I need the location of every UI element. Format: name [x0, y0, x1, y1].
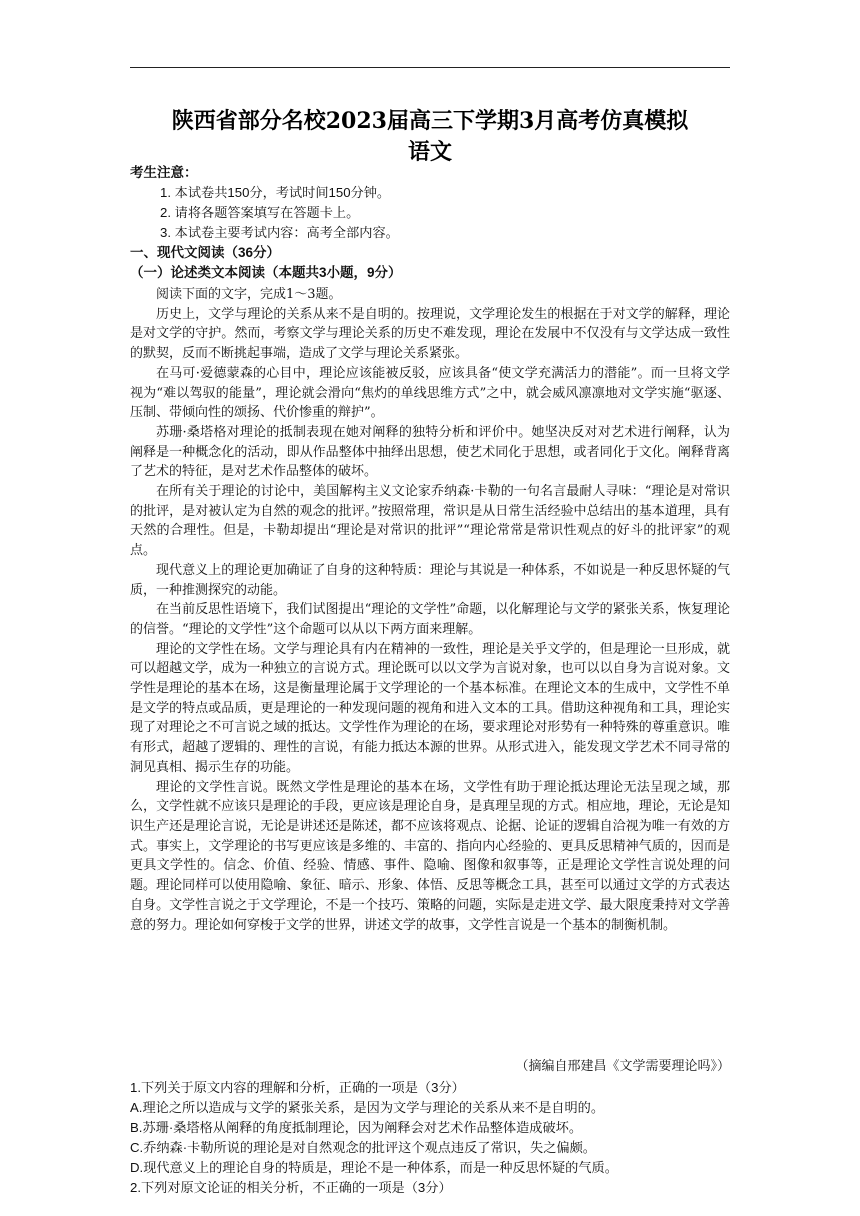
question-1-stem: 1.下列关于原文内容的理解和分析，正确的一项是（3分） — [130, 1080, 465, 1095]
notice-item-3: 3. 本试卷主要考试内容：高考全部内容。 — [160, 225, 399, 240]
question-1-option-a: A.理论之所以造成与文学的紧张关系，是因为文学与理论的关系从来不是自明的。 — [130, 1100, 605, 1115]
notice-item-1: 1. 本试卷共150分，考试时间150分钟。 — [160, 185, 391, 200]
notice-item-2: 2. 请将各题答案填写在答题卡上。 — [160, 205, 360, 220]
paragraph: 理论的文学性言说。既然文学性是理论的基本在场，文学性有助于理论抵达理论无法呈现之域，那么，文学性就不应该只是理论的手段，更应该是理论自身，是真理呈现的方式。相应地，理论，无论是知识生产还是理论言说，无论是讲述还是陈述，都不应该将观点、论据、论证的逻辑自洽视为唯一有效的方式。事实上，文学理论的书写更应该是多维的、丰富的、指向内心经验的、更具反思精神气质的，因而是更具文学性的。信念、价值、经验、情感、事件、隐喻、图像和叙事等，正是理论文学性言说处理的问题。理论同样可以使用隐喻、象征、暗示、形象、体悟、反思等概念工具，甚至可以通过文学的方式表达自身。文学性言说之于文学理论，不是一个技巧、策略的问题，实际是走进文学、最大限度秉持对文学善意的努力。理论如何穿梭于文学的世界，讲述文学的故事，文学性言说是一个基本的制衡机制。 — [130, 779, 730, 933]
top-rule — [130, 67, 730, 68]
paragraph: 在马可·爱德蒙森的心目中，理论应该能被反驳，应该具备“使文学充满活力的潜能”。而一旦将文学视为“难以驾驭的能量”，理论就会滑向“焦灼的单线思维方式”之中，就会威风凛凛地对文学实施“驱逐、压制、带倾向性的颂扬、代价惨重的辩护”。 — [130, 365, 730, 421]
question-1-option-d: D.现代意义上的理论自身的特质是，理论不是一种体系，而是一种反思怀疑的气质。 — [130, 1160, 618, 1175]
notice-title: 考生注意： — [130, 165, 198, 180]
paragraph: 苏珊·桑塔格对理论的抵制表现在她对阐释的独特分析和评价中。她坚决反对对艺术进行阐释，认为阐释是一种概念化的活动，即从作品整体中抽绎出思想，使艺术同化于思想，或者同化于文化。阐释背离了艺术的特征，是对艺术作品整体的破坏。 — [130, 424, 730, 480]
question-1-option-b: B.苏珊·桑塔格从阐释的角度抵制理论，因为阐释会对艺术作品整体造成破坏。 — [130, 1120, 583, 1135]
reading-passage — [130, 285, 730, 935]
source-citation: （摘编自邢建昌《文学需要理论吗》） — [515, 1059, 730, 1074]
section-heading: 一、现代文阅读（36分） — [130, 245, 281, 260]
paragraph: 理论的文学性在场。文学与理论具有内在精神的一致性，理论是关乎文学的，但是理论一旦形成，就可以超越文学，成为一种独立的言说方式。理论既可以以文学为言说对象，也可以以自身为言说对象。文学性是理论的基本在场，这是衡量理论属于文学理论的一个基本标准。在理论文本的生成中，文学性不单是文学的特点或品质，更是理论的一种发现问题的视角和进入文本的工具。借助这种视角和工具，理论实现了对理论之不可言说之域的抵达。文学性作为理论的在场，要求理论对形势有一种特殊的尊重意识。唯有形式，超越了逻辑的、理性的言说，有能力抵达本源的世界。从形式进入，能发现文学艺术不同寻常的洞见真相、揭示生存的功能。 — [130, 641, 730, 775]
question-1-option-c: C.乔纳森·卡勒所说的理论是对自然观念的批评这个观点违反了常识，失之偏颇。 — [130, 1140, 596, 1155]
exam-title: 陕西省部分名校2023届高三下学期3月高考仿真模拟 — [171, 108, 689, 134]
paragraph: 在当前反思性语境下，我们试图提出“理论的文学性”命题，以化解理论与文学的紧张关系，恢复理论的信誉。“理论的文学性”这个命题可以从以下两方面来理解。 — [130, 602, 730, 637]
subject-title: 语文 — [407, 139, 452, 165]
question-2-stem: 2.下列对原文论证的相关分析，不正确的一项是（3分） — [130, 1180, 452, 1195]
subsection-heading: （一）论述类文本阅读（本题共3小题，9分） — [130, 265, 402, 280]
paragraph: 在所有关于理论的讨论中，美国解构主义文论家乔纳森·卡勒的一句名言最耐人寻味：“理论是对常识的批评，是对被认定为自然的观念的批评。”按照常理，常识是从日常生活经验中总结出的基本道理，具有天然的合理性。但是，卡勒却提出“理论是对常识的批评”“理论常常是常识性观点的好斗的批评家”的观点。 — [130, 484, 730, 559]
paragraph: 现代意义上的理论更加确证了自身的这种特质：理论与其说是一种体系，不如说是一种反思怀疑的气质，一种推测探究的动能。 — [130, 562, 730, 598]
paragraph: 历史上，文学与理论的关系从来不是自明的。按理说，文学理论发生的根据在于对文学的解释，理论是对文学的守护。然而，考察文学与理论关系的历史不难发现，理论在发展中不仅没有与文学达成一致性的默契，反而不断挑起事端，造成了文学与理论关系紧张。 — [130, 306, 730, 362]
instruction: 阅读下面的文字，完成1～3题。 — [156, 287, 342, 302]
